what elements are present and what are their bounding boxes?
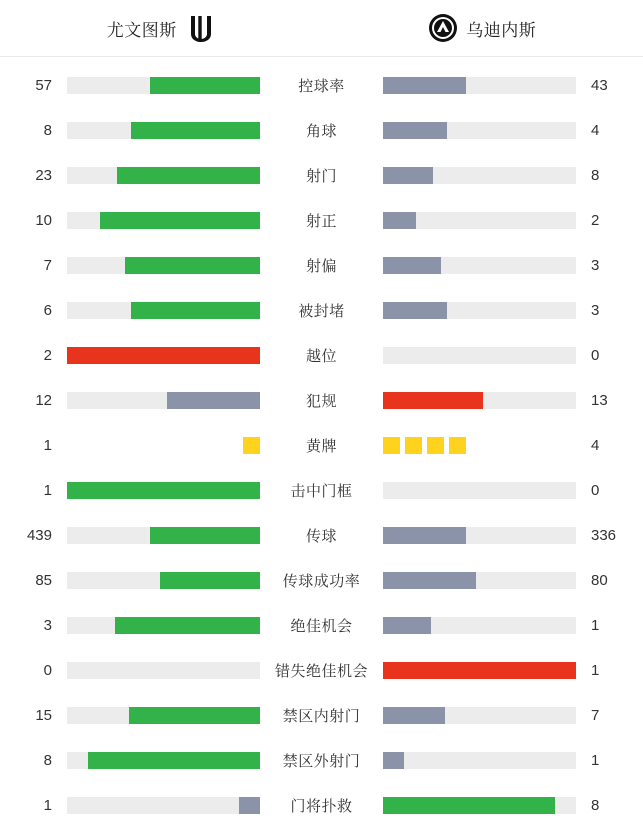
- home-bar-cell: [60, 167, 260, 184]
- home-bar-track: [67, 617, 260, 634]
- away-bar-fill: [383, 572, 476, 589]
- yellow-card-icon: [427, 437, 444, 454]
- away-bar-track: [383, 77, 576, 94]
- away-bar-fill: [383, 302, 447, 319]
- home-bar-cell: [60, 122, 260, 139]
- away-bar-fill: [383, 77, 466, 94]
- home-value: 2: [0, 347, 60, 364]
- udinese-crest-icon: [428, 13, 458, 43]
- stat-label: 错失绝佳机会: [260, 660, 383, 681]
- home-value: 57: [0, 77, 60, 94]
- home-value: 3: [0, 617, 60, 634]
- home-value: 0: [0, 662, 60, 679]
- home-value: 10: [0, 212, 60, 229]
- stat-row: [0, 198, 643, 243]
- away-value: 336: [583, 527, 643, 544]
- home-bar-cell: [60, 392, 260, 409]
- home-bar-track: [67, 257, 260, 274]
- away-bar-track: [383, 167, 576, 184]
- home-bar-track: [67, 302, 260, 319]
- home-bar-track: [67, 212, 260, 229]
- away-bar-cell: [383, 212, 583, 229]
- home-value: 6: [0, 302, 60, 319]
- home-team[interactable]: [0, 13, 322, 43]
- home-bar-cell: [60, 302, 260, 319]
- stat-label: 黄牌: [260, 435, 383, 456]
- stats-rows: [0, 57, 643, 828]
- away-value: 8: [583, 797, 643, 814]
- away-bar-cell: [383, 257, 583, 274]
- away-bar-track: [383, 797, 576, 814]
- away-bar-cell: [383, 392, 583, 409]
- away-bar-track: [383, 617, 576, 634]
- stat-label: 被封堵: [260, 300, 383, 321]
- away-bar-fill: [383, 167, 433, 184]
- away-value: 80: [583, 572, 643, 589]
- juventus-crest-icon: [185, 13, 215, 43]
- away-bar-fill: [383, 707, 445, 724]
- home-value: 439: [0, 527, 60, 544]
- home-bar-fill: [131, 122, 260, 139]
- stat-row: [0, 738, 643, 783]
- stat-row: [0, 108, 643, 153]
- home-bar-fill: [100, 212, 260, 229]
- home-bar-cell: [60, 797, 260, 814]
- stat-label: 禁区外射门: [260, 750, 383, 771]
- home-bar-fill: [67, 347, 260, 364]
- home-bar-track: [67, 527, 260, 544]
- home-bar-fill: [125, 257, 260, 274]
- away-bar-cell: [383, 617, 583, 634]
- away-team[interactable]: [322, 13, 643, 43]
- home-value: 1: [0, 437, 60, 454]
- home-bar-fill: [88, 752, 260, 769]
- home-value: 8: [0, 752, 60, 769]
- away-bar-track: [383, 212, 576, 229]
- away-value: 1: [583, 617, 643, 634]
- away-bar-cell: [383, 167, 583, 184]
- stat-row: [0, 513, 643, 558]
- away-bar-cell: [383, 572, 583, 589]
- away-value: 8: [583, 167, 643, 184]
- home-bar-fill: [160, 572, 260, 589]
- away-bar-fill: [383, 527, 466, 544]
- yellow-card-icon: [383, 437, 400, 454]
- away-bar-track: [383, 752, 576, 769]
- away-bar-cell: [383, 122, 583, 139]
- home-value: 85: [0, 572, 60, 589]
- home-bar-track: [67, 572, 260, 589]
- teams-header: [0, 0, 643, 57]
- yellow-card-icon: [405, 437, 422, 454]
- away-value: 0: [583, 347, 643, 364]
- stat-label: 禁区内射门: [260, 705, 383, 726]
- home-bar-fill: [129, 707, 260, 724]
- stat-row: [0, 783, 643, 828]
- away-bar-cell: [383, 302, 583, 319]
- home-bar-cell: [60, 257, 260, 274]
- stat-label: 传球: [260, 525, 383, 546]
- away-bar-cell: [383, 752, 583, 769]
- home-bar-cell: [60, 707, 260, 724]
- stat-row: [0, 153, 643, 198]
- home-bar-track: [67, 752, 260, 769]
- home-bar-track: [67, 797, 260, 814]
- away-bar-fill: [383, 122, 447, 139]
- home-bar-cell: [60, 437, 260, 454]
- home-value: 1: [0, 797, 60, 814]
- yellow-card-icon: [243, 437, 260, 454]
- home-bar-cell: [60, 572, 260, 589]
- stat-label: 传球成功率: [260, 570, 383, 591]
- away-bar-fill: [383, 797, 555, 814]
- stat-label: 控球率: [260, 75, 383, 96]
- stat-label: 击中门框: [260, 480, 383, 501]
- away-bar-track: [383, 257, 576, 274]
- away-value: 3: [583, 302, 643, 319]
- away-bar-track: [383, 572, 576, 589]
- stat-label: 门将扑救: [260, 795, 383, 816]
- stat-row: [0, 648, 643, 693]
- stat-row: [0, 288, 643, 333]
- away-bar-fill: [383, 212, 416, 229]
- stat-row: [0, 558, 643, 603]
- away-value: 0: [583, 482, 643, 499]
- home-bar-cell: [60, 527, 260, 544]
- home-bar-fill: [117, 167, 260, 184]
- away-value: 43: [583, 77, 643, 94]
- home-yellow-cards: [67, 437, 260, 454]
- away-value: 7: [583, 707, 643, 724]
- away-value: 1: [583, 662, 643, 679]
- away-team-name: 乌迪内斯: [466, 16, 536, 41]
- away-bar-track: [383, 662, 576, 679]
- stat-row: [0, 243, 643, 288]
- away-bar-fill: [383, 617, 431, 634]
- home-bar-fill: [150, 77, 260, 94]
- stat-row: [0, 603, 643, 648]
- stat-row: [0, 63, 643, 108]
- stat-row: [0, 423, 643, 468]
- home-bar-track: [67, 662, 260, 679]
- away-bar-cell: [383, 527, 583, 544]
- away-bar-cell: [383, 482, 583, 499]
- away-bar-track: [383, 392, 576, 409]
- home-bar-track: [67, 707, 260, 724]
- away-bar-fill: [383, 257, 441, 274]
- home-bar-fill: [239, 797, 260, 814]
- home-bar-cell: [60, 482, 260, 499]
- stat-label: 犯规: [260, 390, 383, 411]
- away-value: 4: [583, 122, 643, 139]
- stat-label: 绝佳机会: [260, 615, 383, 636]
- home-bar-track: [67, 77, 260, 94]
- home-bar-track: [67, 392, 260, 409]
- stat-label: 射正: [260, 210, 383, 231]
- stat-label: 角球: [260, 120, 383, 141]
- stat-row: [0, 333, 643, 378]
- stat-row: [0, 468, 643, 513]
- home-bar-cell: [60, 347, 260, 364]
- home-value: 1: [0, 482, 60, 499]
- away-bar-track: [383, 347, 576, 364]
- home-bar-cell: [60, 212, 260, 229]
- home-bar-cell: [60, 77, 260, 94]
- away-value: 1: [583, 752, 643, 769]
- away-bar-track: [383, 482, 576, 499]
- away-bar-cell: [383, 437, 583, 454]
- home-value: 8: [0, 122, 60, 139]
- home-bar-fill: [131, 302, 260, 319]
- home-value: 12: [0, 392, 60, 409]
- stat-label: 越位: [260, 345, 383, 366]
- home-bar-track: [67, 482, 260, 499]
- home-bar-cell: [60, 617, 260, 634]
- home-bar-track: [67, 347, 260, 364]
- away-value: 3: [583, 257, 643, 274]
- home-bar-track: [67, 167, 260, 184]
- away-value: 2: [583, 212, 643, 229]
- away-bar-cell: [383, 707, 583, 724]
- home-bar-fill: [150, 527, 260, 544]
- home-bar-fill: [167, 392, 260, 409]
- stat-row: [0, 378, 643, 423]
- away-bar-track: [383, 302, 576, 319]
- home-bar-fill: [115, 617, 260, 634]
- stat-label: 射门: [260, 165, 383, 186]
- home-bar-track: [67, 122, 260, 139]
- away-bar-cell: [383, 797, 583, 814]
- away-bar-fill: [383, 752, 404, 769]
- home-value: 7: [0, 257, 60, 274]
- away-bar-track: [383, 122, 576, 139]
- home-value: 23: [0, 167, 60, 184]
- home-bar-fill: [67, 482, 260, 499]
- away-bar-fill: [383, 392, 483, 409]
- away-bar-cell: [383, 77, 583, 94]
- home-team-name: 尤文图斯: [107, 16, 177, 41]
- home-bar-cell: [60, 752, 260, 769]
- away-value: 4: [583, 437, 643, 454]
- stat-label: 射偏: [260, 255, 383, 276]
- away-value: 13: [583, 392, 643, 409]
- away-yellow-cards: [383, 437, 576, 454]
- away-bar-track: [383, 707, 576, 724]
- away-bar-track: [383, 527, 576, 544]
- away-bar-cell: [383, 662, 583, 679]
- stat-row: [0, 693, 643, 738]
- home-value: 15: [0, 707, 60, 724]
- away-bar-cell: [383, 347, 583, 364]
- away-bar-fill: [383, 662, 576, 679]
- home-bar-cell: [60, 662, 260, 679]
- yellow-card-icon: [449, 437, 466, 454]
